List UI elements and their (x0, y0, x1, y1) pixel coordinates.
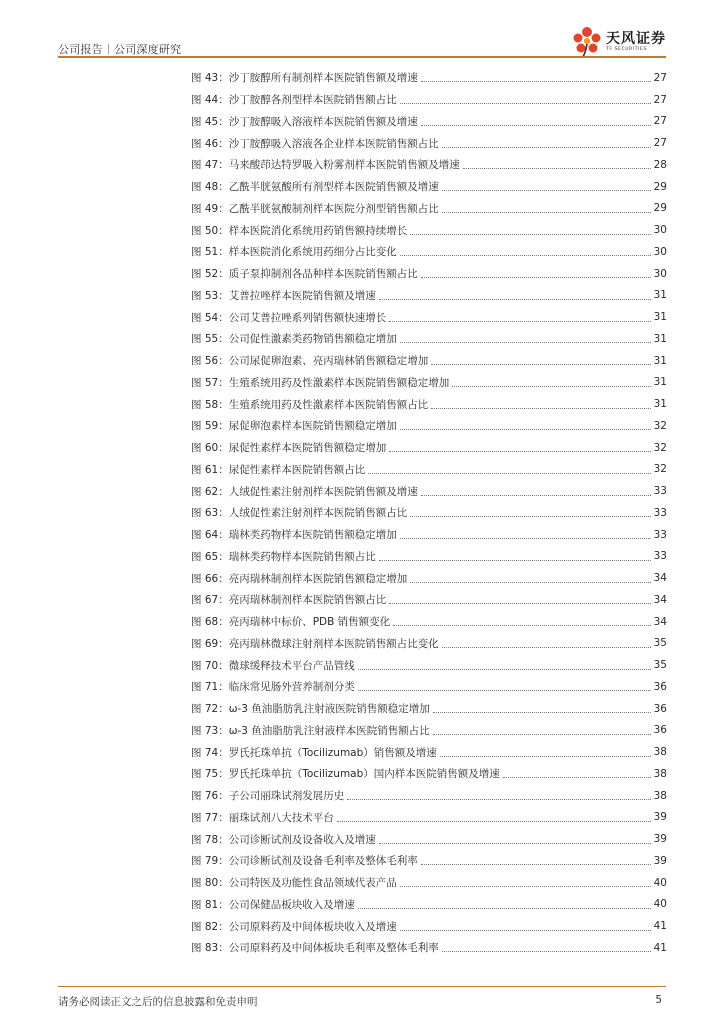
toc-dot-leader (452, 386, 650, 387)
toc-entry[interactable] (191, 720, 667, 742)
toc-entry-page: 27 (653, 93, 667, 106)
tf-flower-logo-icon (570, 25, 604, 59)
toc-entry[interactable] (191, 372, 667, 394)
toc-entry-page: 31 (653, 289, 667, 302)
figure-list (191, 67, 667, 959)
toc-dot-leader (347, 799, 650, 800)
toc-entry-label: 图 71：临床常见肠外营养制剂分类 (191, 681, 355, 694)
toc-entry-page: 34 (653, 572, 667, 585)
toc-entry[interactable] (191, 328, 667, 350)
toc-entry[interactable] (191, 437, 667, 459)
header-divider (58, 56, 666, 58)
toc-dot-leader (431, 364, 650, 365)
toc-entry[interactable] (191, 828, 667, 850)
footer-disclaimer: 请务必阅读正文之后的信息披露和免责申明 (58, 996, 258, 1008)
toc-entry[interactable] (191, 459, 667, 481)
toc-entry-label: 图 49：乙酰半胱氨酸制剂样本医院分剂型销售额占比 (191, 202, 439, 215)
toc-dot-leader (433, 734, 651, 735)
toc-dot-leader (421, 495, 651, 496)
toc-entry-label: 图 82：公司原料药及中间体板块收入及增速 (191, 920, 397, 933)
toc-entry-page: 27 (653, 137, 667, 150)
toc-entry-page: 29 (653, 202, 667, 215)
toc-dot-leader (421, 125, 651, 126)
toc-entry-label: 图 53：艾普拉唑样本医院销售额及增速 (191, 289, 376, 302)
toc-entry[interactable] (191, 850, 667, 872)
toc-dot-leader (431, 408, 650, 409)
toc-entry[interactable] (191, 241, 667, 263)
toc-entry-page: 27 (653, 115, 667, 128)
toc-dot-leader (389, 321, 650, 322)
toc-entry[interactable] (191, 785, 667, 807)
toc-dot-leader (503, 777, 651, 778)
toc-dot-leader (337, 821, 651, 822)
toc-entry-page: 32 (653, 463, 667, 476)
toc-entry-label: 图 77：丽珠试剂八大技术平台 (191, 811, 334, 824)
toc-entry[interactable] (191, 350, 667, 372)
toc-entry-label: 图 45：沙丁胺醇吸入溶液样本医院销售额及增速 (191, 115, 418, 128)
toc-entry-page: 31 (653, 398, 667, 411)
toc-entry-page: 30 (653, 224, 667, 237)
toc-entry[interactable] (191, 894, 667, 916)
toc-entry-label: 图 74：罗氏托珠单抗（Tocilizumab）销售额及增速 (191, 746, 437, 759)
toc-entry-page: 32 (653, 441, 667, 454)
toc-entry-page: 33 (653, 528, 667, 541)
toc-entry[interactable] (191, 763, 667, 785)
toc-entry-page: 35 (653, 637, 667, 650)
toc-entry-label: 图 43：沙丁胺醇所有制剂样本医院销售额及增速 (191, 72, 418, 85)
toc-entry[interactable] (191, 633, 667, 655)
toc-entry-label: 图 47：马来酸茚达特罗吸入粉雾剂样本医院销售额及增速 (191, 159, 460, 172)
toc-entry[interactable] (191, 654, 667, 676)
toc-entry-label: 图 64：瑞林类药物样本医院销售额稳定增加 (191, 529, 397, 542)
company-logo (570, 24, 680, 60)
toc-dot-leader (358, 669, 651, 670)
toc-entry-label: 图 58：生殖系统用药及性激素样本医院销售额占比 (191, 398, 429, 411)
toc-entry-page: 36 (653, 702, 667, 715)
toc-dot-leader (379, 299, 651, 300)
toc-entry[interactable] (191, 807, 667, 829)
toc-entry[interactable] (191, 589, 667, 611)
toc-entry-label: 图 66：亮丙瑞林制剂样本医院销售额稳定增加 (191, 572, 408, 585)
toc-entry-page: 30 (653, 267, 667, 280)
toc-entry-label: 图 44：沙丁胺醇各剂型样本医院销售额占比 (191, 94, 397, 107)
toc-entry[interactable] (191, 415, 667, 437)
toc-entry[interactable] (191, 546, 667, 568)
toc-entry-label: 图 48：乙酰半胱氨酸所有剂型样本医院销售额及增速 (191, 181, 439, 194)
toc-entry[interactable] (191, 219, 667, 241)
toc-entry-page: 39 (653, 854, 667, 867)
toc-entry-page: 41 (653, 941, 667, 954)
footer-divider (58, 986, 666, 987)
toc-entry-page: 36 (653, 680, 667, 693)
toc-dot-leader (442, 951, 651, 952)
toc-dot-leader (389, 603, 650, 604)
toc-dot-leader (400, 886, 651, 887)
toc-dot-leader (393, 625, 650, 626)
toc-entry-label: 图 61：尿促性素样本医院销售额占比 (191, 463, 366, 476)
toc-dot-leader (442, 190, 651, 191)
toc-entry-label: 图 60：尿促性素样本医院销售额稳定增加 (191, 442, 387, 455)
toc-dot-leader (400, 930, 651, 931)
toc-entry-label: 图 72：ω-3 鱼油脂肪乳注射液医院销售额稳定增加 (191, 703, 430, 716)
toc-entry[interactable] (191, 915, 667, 937)
toc-entry[interactable] (191, 524, 667, 546)
toc-dot-leader (389, 451, 650, 452)
toc-entry-page: 33 (653, 506, 667, 519)
toc-entry[interactable] (191, 67, 667, 89)
toc-entry[interactable] (191, 89, 667, 111)
toc-entry[interactable] (191, 611, 667, 633)
toc-entry-page: 27 (653, 71, 667, 84)
toc-entry-label: 图 56：公司尿促卵泡素、亮丙瑞林销售额稳定增加 (191, 355, 429, 368)
toc-entry-label: 图 78：公司诊断试剂及设备收入及增速 (191, 833, 376, 846)
toc-entry[interactable] (191, 741, 667, 763)
toc-entry-page: 31 (653, 376, 667, 389)
toc-entry-page: 33 (653, 485, 667, 498)
toc-entry-page: 40 (653, 898, 667, 911)
toc-entry-page: 38 (653, 789, 667, 802)
page-number: 5 (655, 994, 662, 1006)
toc-entry[interactable] (191, 502, 667, 524)
toc-dot-leader (400, 342, 651, 343)
toc-dot-leader (358, 690, 651, 691)
toc-dot-leader (440, 756, 651, 757)
toc-entry-label: 图 79：公司诊断试剂及设备毛利率及整体毛利率 (191, 855, 418, 868)
toc-entry-label: 图 81：公司保健品板块收入及增速 (191, 898, 355, 911)
toc-entry-label: 图 54：公司艾普拉唑系列销售额快速增长 (191, 311, 387, 324)
toc-entry-label: 图 51：样本医院消化系统用药细分占比变化 (191, 246, 397, 259)
logo-chinese-name: 天风证券 (606, 31, 666, 47)
toc-entry[interactable] (191, 263, 667, 285)
toc-dot-leader (379, 560, 651, 561)
toc-entry[interactable] (191, 567, 667, 589)
toc-entry-page: 29 (653, 180, 667, 193)
toc-entry-page: 41 (653, 920, 667, 933)
toc-dot-leader (400, 538, 651, 539)
toc-dot-leader (400, 103, 651, 104)
toc-entry[interactable] (191, 198, 667, 220)
toc-entry-page: 31 (653, 311, 667, 324)
toc-entry-label: 图 69：亮丙瑞林微球注射剂样本医院销售额占比变化 (191, 637, 439, 650)
toc-entry-page: 38 (653, 746, 667, 759)
toc-dot-leader (410, 516, 650, 517)
toc-dot-leader (410, 582, 650, 583)
toc-entry[interactable] (191, 306, 667, 328)
toc-entry-label: 图 52：质子泵抑制剂各品种样本医院销售额占比 (191, 268, 418, 281)
toc-entry-label: 图 68：亮丙瑞林中标价、PDB 销售额变化 (191, 616, 391, 629)
toc-entry-label: 图 80：公司特医及功能性食品领域代表产品 (191, 877, 397, 890)
toc-entry-page: 39 (653, 811, 667, 824)
toc-dot-leader (410, 234, 650, 235)
toc-dot-leader (442, 147, 651, 148)
toc-entry-page: 31 (653, 332, 667, 345)
toc-dot-leader (463, 168, 651, 169)
toc-entry-page: 40 (653, 876, 667, 889)
toc-dot-leader (400, 255, 651, 256)
toc-dot-leader (368, 473, 650, 474)
toc-entry[interactable] (191, 154, 667, 176)
toc-entry[interactable] (191, 132, 667, 154)
toc-entry[interactable] (191, 480, 667, 502)
toc-entry-label: 图 46：沙丁胺醇吸入溶液各企业样本医院销售额占比 (191, 137, 439, 150)
toc-entry-page: 36 (653, 724, 667, 737)
toc-entry-page: 28 (653, 158, 667, 171)
toc-dot-leader (400, 429, 651, 430)
toc-dot-leader (421, 81, 651, 82)
toc-entry[interactable] (191, 937, 667, 959)
toc-entry-label: 图 55：公司促性激素类药物销售额稳定增加 (191, 333, 397, 346)
toc-entry-label: 图 75：罗氏托珠单抗（Tocilizumab）国内样本医院销售额及增速 (191, 768, 500, 781)
toc-entry-label: 图 83：公司原料药及中间体板块毛利率及整体毛利率 (191, 942, 439, 955)
toc-dot-leader (442, 647, 651, 648)
toc-entry-label: 图 65：瑞林类药物样本医院销售额占比 (191, 550, 376, 563)
toc-entry-page: 31 (653, 354, 667, 367)
toc-dot-leader (421, 277, 651, 278)
toc-dot-leader (421, 864, 651, 865)
toc-entry-label: 图 67：亮丙瑞林制剂样本医院销售额占比 (191, 594, 387, 607)
toc-entry-page: 33 (653, 550, 667, 563)
toc-entry-label: 图 63：人绒促性素注射剂样本医院销售额占比 (191, 507, 408, 520)
toc-entry[interactable] (191, 285, 667, 307)
toc-entry-label: 图 70：微球缓释技术平台产品管线 (191, 659, 355, 672)
toc-entry-label: 图 76：子公司丽珠试剂发展历史 (191, 790, 345, 803)
logo-english-name: TF SECURITIES (606, 47, 647, 52)
toc-entry[interactable] (191, 698, 667, 720)
toc-dot-leader (358, 908, 651, 909)
toc-entry-page: 30 (653, 245, 667, 258)
toc-entry[interactable] (191, 176, 667, 198)
toc-dot-leader (433, 712, 651, 713)
toc-entry-page: 38 (653, 767, 667, 780)
toc-entry-page: 32 (653, 419, 667, 432)
toc-dot-leader (442, 212, 651, 213)
toc-entry-page: 39 (653, 833, 667, 846)
toc-entry-label: 图 57：生殖系统用药及性激素样本医院销售额稳定增加 (191, 376, 450, 389)
toc-entry[interactable] (191, 393, 667, 415)
toc-entry-page: 34 (653, 593, 667, 606)
toc-entry-label: 图 73：ω-3 鱼油脂肪乳注射液样本医院销售额占比 (191, 724, 430, 737)
toc-entry-page: 35 (653, 659, 667, 672)
toc-dot-leader (379, 843, 651, 844)
toc-entry[interactable] (191, 111, 667, 133)
toc-entry-label: 图 62：人绒促性素注射剂样本医院销售额及增速 (191, 485, 418, 498)
toc-entry-page: 34 (653, 615, 667, 628)
toc-entry[interactable] (191, 676, 667, 698)
report-type-header: 公司报告｜公司深度研究 (58, 43, 182, 56)
toc-entry[interactable] (191, 872, 667, 894)
toc-entry-label: 图 50：样本医院消化系统用药销售额持续增长 (191, 224, 408, 237)
toc-entry-label: 图 59：尿促卵泡素样本医院销售额稳定增加 (191, 420, 397, 433)
